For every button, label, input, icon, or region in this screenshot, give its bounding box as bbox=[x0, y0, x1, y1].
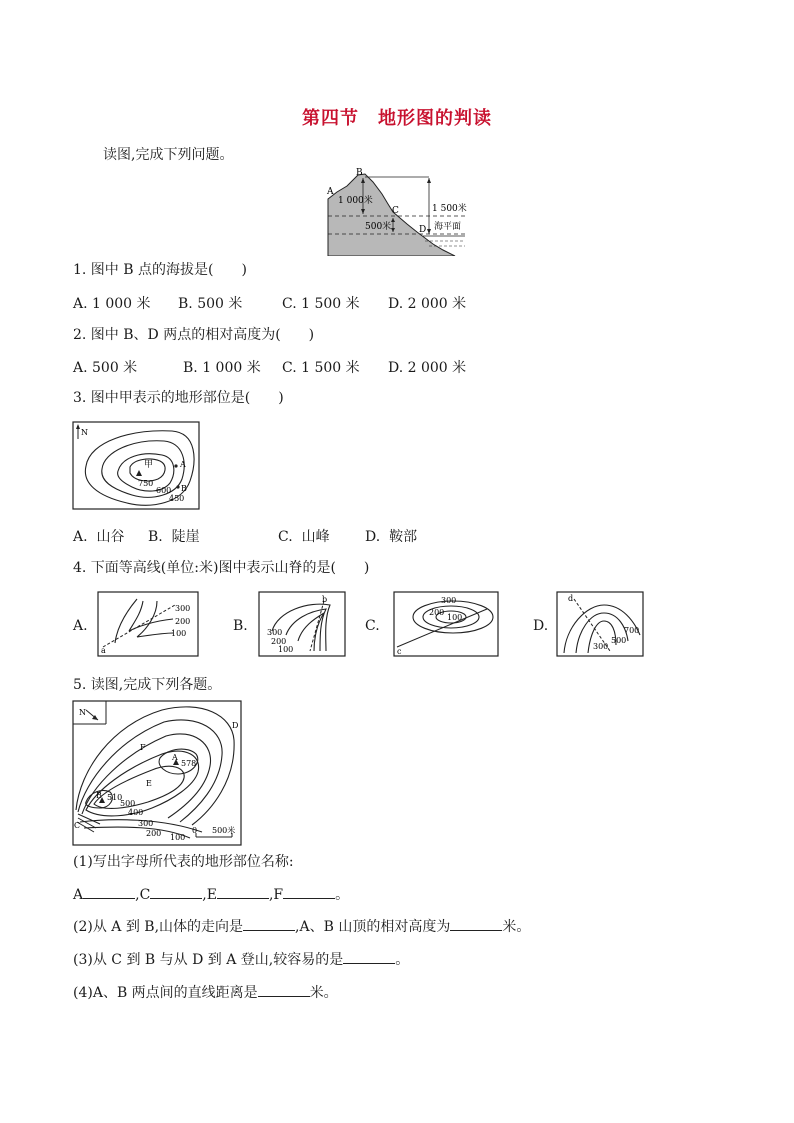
q2-option-b[interactable]: B. 1 000 米 bbox=[183, 360, 261, 376]
q4-option-a-label[interactable]: A. bbox=[73, 618, 88, 634]
point-b-label: b bbox=[322, 595, 328, 604]
q5-contour-map bbox=[72, 700, 242, 846]
answer-c-blank[interactable] bbox=[150, 886, 202, 899]
q3-option-a[interactable]: A. 山谷 bbox=[73, 529, 125, 545]
sub4-text-a: (4)A、B 两点间的直线距离是 bbox=[73, 985, 258, 1001]
contour-100-label: 100 bbox=[170, 833, 186, 842]
q3-option-b[interactable]: B. 陡崖 bbox=[148, 529, 200, 545]
contour-500-label: 500 bbox=[611, 636, 627, 645]
q5-sub2 bbox=[73, 918, 530, 936]
cross-section-figure bbox=[325, 166, 475, 256]
q3-stem: 3. 图中甲表示的地形部位是( ) bbox=[73, 390, 284, 406]
q1-option-d[interactable]: D. 2 000 米 bbox=[388, 296, 467, 312]
label-f: ,F bbox=[268, 887, 284, 903]
sub2-text-a: (2)从 A 到 B,山体的走向是 bbox=[73, 919, 244, 935]
peak-b-label: B bbox=[96, 791, 102, 800]
point-a-label: a bbox=[101, 646, 106, 655]
q5-stem: 5. 读图,完成下列各题。 bbox=[73, 677, 222, 693]
point-a-label: A bbox=[180, 460, 186, 469]
q3-option-d[interactable]: D. 鞍部 bbox=[365, 529, 418, 545]
q5-sub1: (1)写出字母所代表的地形部位名称: bbox=[73, 854, 294, 870]
contour-200-label: 200 bbox=[271, 637, 287, 646]
contour-200-label: 200 bbox=[146, 829, 162, 838]
point-d-label: D bbox=[232, 721, 239, 730]
q5-sub3 bbox=[73, 951, 409, 969]
q2-option-d[interactable]: D. 2 000 米 bbox=[388, 360, 467, 376]
q4-map-b[interactable] bbox=[258, 591, 346, 657]
peak-a-label: A bbox=[172, 753, 178, 762]
q3-options bbox=[0, 526, 794, 546]
q4-map-a[interactable] bbox=[97, 591, 199, 657]
height-500-label: 500米 bbox=[365, 222, 392, 232]
page-title: 第四节 地形图的判读 bbox=[302, 108, 492, 129]
contour-400-label: 400 bbox=[128, 808, 144, 817]
sub2-text-b: ,A、B 山顶的相对高度为 bbox=[295, 919, 451, 935]
point-c-label: C bbox=[74, 821, 81, 830]
q1-options bbox=[0, 293, 794, 313]
point-f-label: F bbox=[140, 743, 146, 752]
sub3-text-b: 。 bbox=[395, 952, 410, 968]
q4-stem: 4. 下面等高线(单位:米)图中表示山脊的是( ) bbox=[73, 560, 370, 576]
contour-100-label: 100 bbox=[447, 613, 463, 622]
answer-a-blank[interactable] bbox=[83, 886, 135, 899]
q4-map-c[interactable] bbox=[393, 591, 499, 657]
contour-300-label: 300 bbox=[175, 604, 191, 613]
peak-a-height: 578 bbox=[181, 759, 197, 768]
contour-300-label: 300 bbox=[593, 642, 609, 651]
q5-sub4 bbox=[73, 984, 338, 1002]
contour-450-label: 450 bbox=[169, 494, 185, 503]
contour-200-label: 200 bbox=[175, 617, 191, 626]
height-1000-label: 1 000米 bbox=[338, 196, 373, 206]
peak-jia-label: 甲 bbox=[144, 460, 154, 470]
contour-300-label: 300 bbox=[267, 628, 283, 637]
label-a: A bbox=[73, 887, 84, 903]
answer-f-blank[interactable] bbox=[283, 886, 335, 899]
answer-e-blank[interactable] bbox=[217, 886, 269, 899]
sub4-text-b: 米。 bbox=[309, 985, 338, 1001]
q4-option-d-label[interactable]: D. bbox=[533, 618, 549, 634]
contour-600-label: 600 bbox=[156, 486, 172, 495]
point-b-label: B bbox=[356, 168, 363, 178]
point-c-label: c bbox=[397, 647, 402, 656]
point-c-label: C bbox=[392, 206, 399, 216]
contour-750-label: 750 bbox=[138, 479, 154, 488]
peak-b-height: 510 bbox=[107, 793, 123, 802]
contour-100-label: 100 bbox=[278, 645, 294, 654]
point-e-label: E bbox=[146, 779, 152, 788]
intro-text: 读图,完成下列问题。 bbox=[103, 147, 234, 163]
relative-height-blank[interactable] bbox=[450, 918, 502, 931]
point-d-label: D bbox=[419, 225, 427, 235]
q2-option-a[interactable]: A. 500 米 bbox=[73, 360, 138, 376]
q2-stem: 2. 图中 B、D 两点的相对高度为( ) bbox=[73, 327, 315, 343]
point-b-label: B bbox=[181, 484, 187, 493]
sub2-text-c: 米。 bbox=[502, 919, 531, 935]
contour-500-label: 500 bbox=[120, 799, 136, 808]
north-label: N bbox=[79, 708, 86, 717]
q2-option-c[interactable]: C. 1 500 米 bbox=[282, 360, 360, 376]
q1-stem: 1. 图中 B 点的海拔是( ) bbox=[73, 262, 247, 278]
sea-level-label: 海平面 bbox=[434, 222, 462, 232]
q4-map-d[interactable] bbox=[556, 591, 644, 657]
contour-200-label: 200 bbox=[429, 608, 445, 617]
north-label: N bbox=[81, 428, 88, 437]
height-1500-label: 1 500米 bbox=[432, 204, 467, 214]
sub3-text-a: (3)从 C 到 B 与从 D 到 A 登山,较容易的是 bbox=[73, 952, 344, 968]
q1-option-a[interactable]: A. 1 000 米 bbox=[73, 296, 151, 312]
label-c: ,C bbox=[135, 887, 151, 903]
q1-option-b[interactable]: B. 500 米 bbox=[178, 296, 243, 312]
point-d-label: d bbox=[568, 594, 574, 603]
easier-route-blank[interactable] bbox=[343, 951, 395, 964]
distance-blank[interactable] bbox=[258, 984, 310, 997]
q3-option-c[interactable]: C. 山峰 bbox=[278, 529, 330, 545]
q2-options bbox=[0, 357, 794, 377]
q4-option-c-label[interactable]: C. bbox=[365, 618, 380, 634]
label-e: ,E bbox=[202, 887, 217, 903]
scale-500-label: 500米 bbox=[212, 826, 236, 835]
contour-300-label: 300 bbox=[138, 819, 154, 828]
q5-sub1-answers bbox=[73, 886, 349, 904]
q4-option-b-label[interactable]: B. bbox=[233, 618, 248, 634]
contour-100-label: 100 bbox=[171, 629, 187, 638]
q1-option-c[interactable]: C. 1 500 米 bbox=[282, 296, 360, 312]
q3-contour-map bbox=[72, 421, 200, 511]
contour-300-label: 300 bbox=[441, 596, 457, 605]
scale-zero-label: 0 bbox=[192, 826, 198, 835]
period: 。 bbox=[335, 887, 350, 903]
point-a-label: A bbox=[327, 187, 334, 197]
direction-blank[interactable] bbox=[243, 918, 295, 931]
contour-700-label: 700 bbox=[624, 626, 640, 635]
